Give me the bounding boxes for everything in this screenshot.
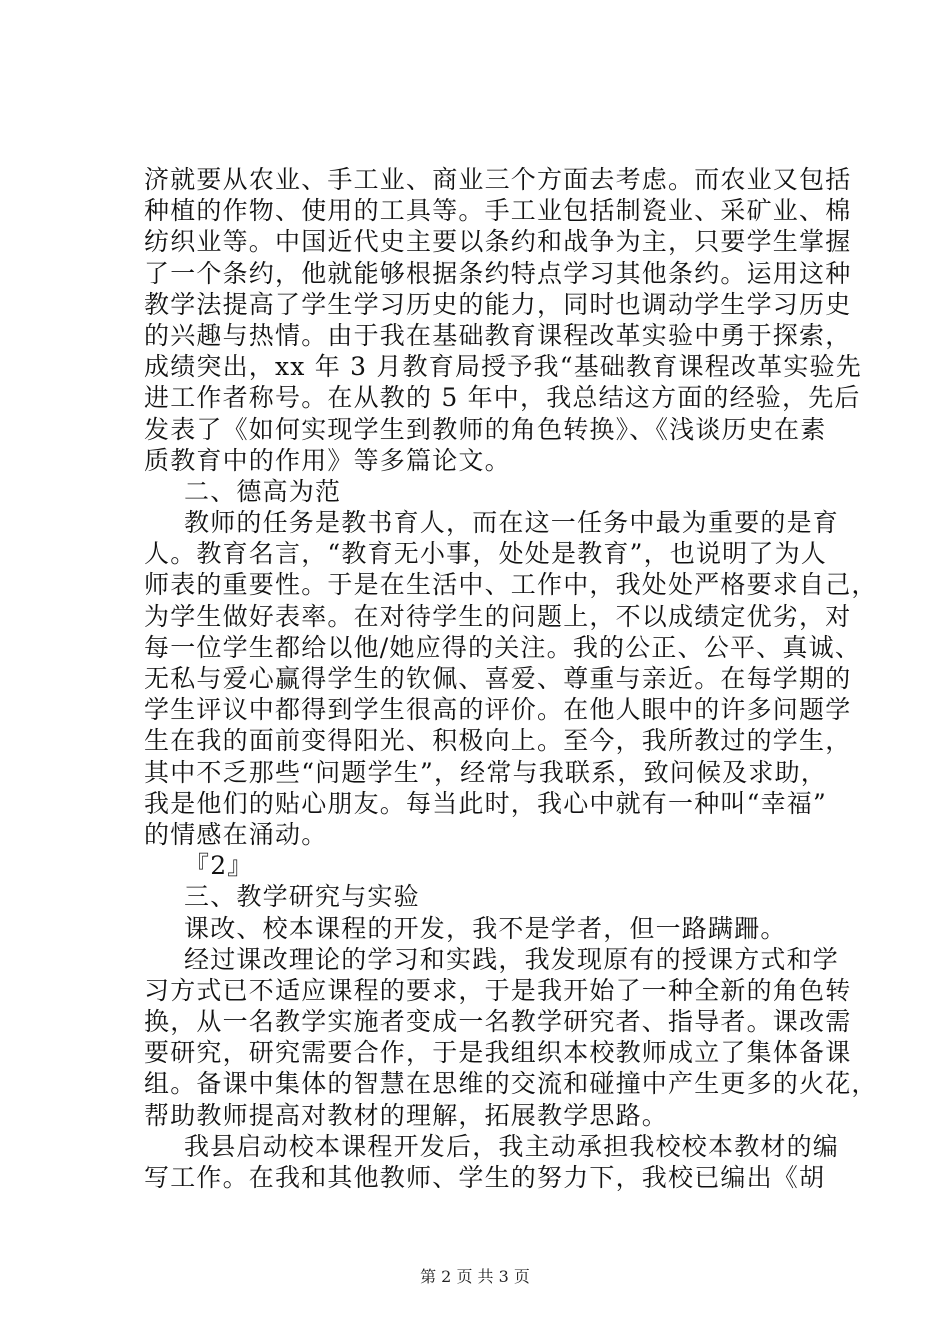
text-line: 了一个条约，他就能够根据条约特点学习其他条约。运用这种 [144, 258, 852, 288]
text-line: 帮助教师提高对教材的理解，拓展教学思路。 [144, 1100, 669, 1130]
text-line: 『2』 [184, 851, 254, 881]
text-line: 纺织业等。中国近代史主要以条约和战争为主，只要学生掌握 [144, 227, 852, 257]
text-line: 人。教育名言，“教育无小事，处处是教育”，也说明了为人 [144, 539, 827, 569]
text-line: 每一位学生都给以他/她应得的关注。我的公正、公平、真诚、 [144, 632, 862, 662]
text-line: 发表了《如何实现学生到教师的角色转换》、《浅谈历史在素 [144, 414, 827, 444]
text-line: 的兴趣与热情。由于我在基础教育课程改革实验中勇于探索， [144, 320, 852, 350]
text-line: 习方式已不适应课程的要求，于是我开始了一种全新的角色转 [144, 975, 852, 1005]
text-line: 种植的作物、使用的工具等。手工业包括制瓷业、采矿业、棉 [144, 196, 852, 226]
text-line: 师表的重要性。于是在生活中、工作中，我处处严格要求自己， [144, 570, 878, 600]
text-line: 课改、校本课程的开发，我不是学者，但一路蹒跚。 [184, 913, 787, 943]
text-line: 济就要从农业、手工业、商业三个方面去考虑。而农业又包括 [144, 165, 852, 194]
text-line: 质教育中的作用》等多篇论文。 [144, 445, 511, 475]
text-line: 三、教学研究与实验 [184, 882, 420, 912]
text-line: 成绩突出，xx 年 3 月教育局授予我“基础教育课程改革实验先 [144, 352, 862, 382]
text-line: 其中不乏那些“问题学生”，经常与我联系，致问候及求助， [144, 757, 827, 787]
page-footer: 第 2 页 共 3 页 [420, 1267, 530, 1286]
text-line: 为学生做好表率。在对待学生的问题上，不以成绩定优劣，对 [144, 601, 852, 631]
text-line: 二、德高为范 [184, 476, 342, 506]
text-line: 换，从一名教学实施者变成一名教学研究者、指导者。课改需 [144, 1007, 852, 1037]
text-line: 组。备课中集体的智慧在思维的交流和碰撞中产生更多的火花， [144, 1069, 878, 1099]
text-line: 教学法提高了学生学习历史的能力，同时也调动学生学习历史 [144, 289, 852, 319]
text-line: 写工作。在我和其他教师、学生的努力下，我校已编出《胡 [144, 1163, 826, 1192]
text-line: 进工作者称号。在从教的 5 年中，我总结这方面的经验，先后 [144, 383, 861, 413]
text-line: 的情感在涌动。 [144, 819, 328, 849]
text-line: 要研究，研究需要合作，于是我组织本校教师成立了集体备课 [144, 1038, 852, 1068]
text-line: 经过课改理论的学习和实践，我发现原有的授课方式和学 [184, 944, 840, 974]
text-line: 我县启动校本课程开发后，我主动承担我校校本教材的编 [184, 1131, 840, 1161]
text-line: 学生评议中都得到学生很高的评价。在他人眼中的许多问题学 [144, 695, 852, 725]
text-line: 我是他们的贴心朋友。每当此时，我心中就有一种叫“幸福” [144, 788, 827, 818]
text-line: 教师的任务是教书育人，而在这一任务中最为重要的是育 [184, 508, 840, 538]
text-line: 生在我的面前变得阳光、积极向上。至今，我所教过的学生， [144, 726, 852, 756]
document-body [144, 164, 878, 1193]
text-line: 无私与爱心赢得学生的钦佩、喜爱、尊重与亲近。在每学期的 [144, 664, 852, 693]
